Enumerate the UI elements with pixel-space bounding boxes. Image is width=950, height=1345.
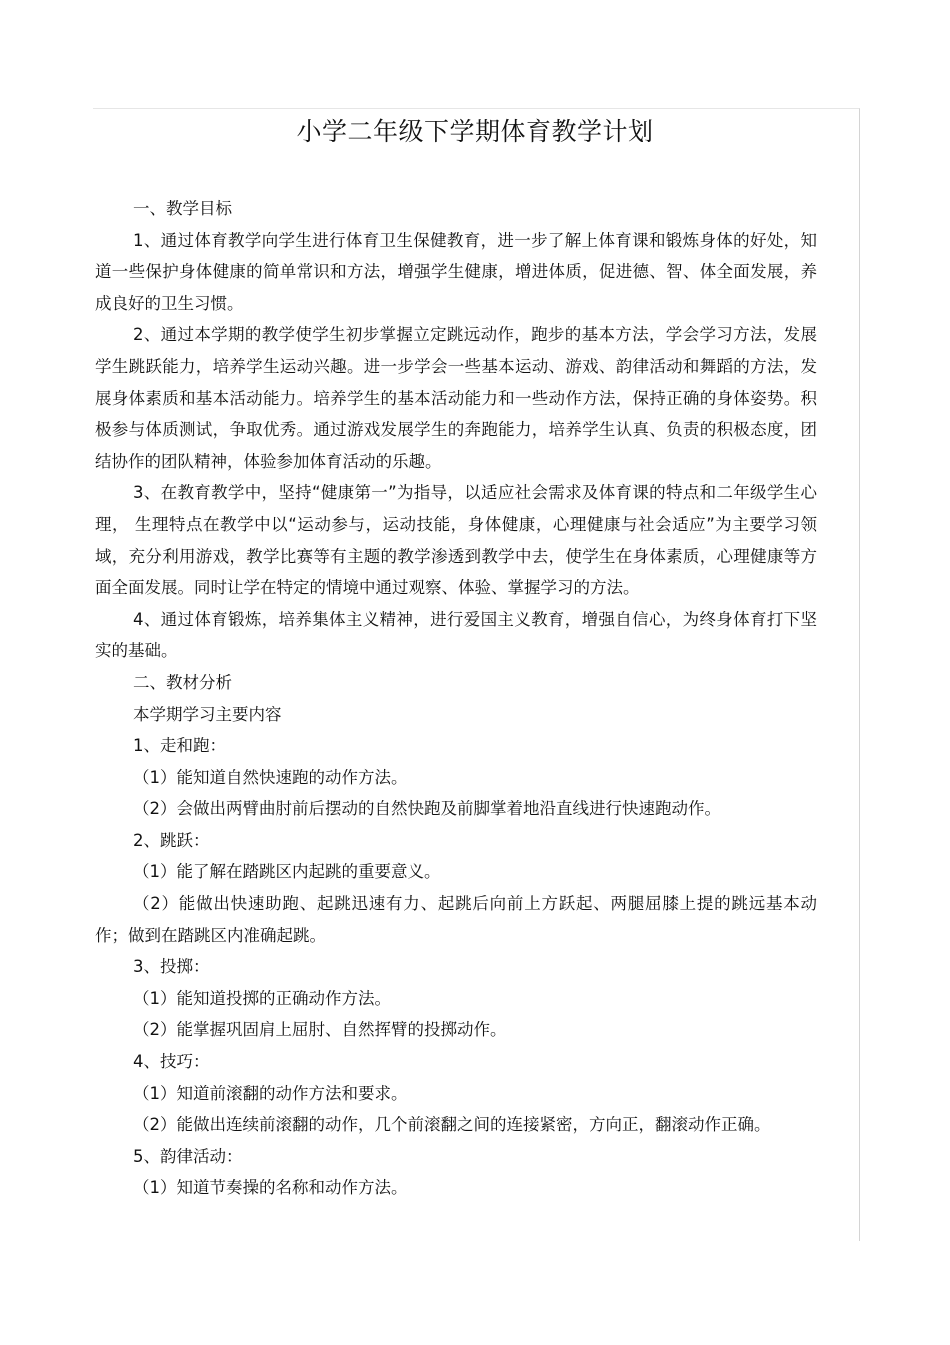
paragraph: 5、韵律活动： <box>133 1146 243 1166</box>
paragraph: 4、技巧： <box>133 1052 210 1072</box>
paragraph: （1）能了解在踏跳区内起跳的重要意义。 <box>133 862 441 882</box>
paragraph: 2、通过本学期的教学使学生初步掌握立定跳远动作，跑步的基本方法，学会学习方法，发展学生跳跃能力，培养学生运动兴趣。进一步学会一些基本运动、游戏、韵律活动和舞蹈的方法，发展身体素质和基本活动能力。培养学生的基本活动能力和一些动作方法，保持正确的身体姿势。积极参与体质测试，争取优秀。通过游戏发展学生的奔跑能力，培养学生认真、负责的积极态度，团结协作的团队精神，体验参加体育活动的乐趣。 <box>95 325 817 471</box>
paragraph: （2）能做出快速助跑、起跳迅速有力、起跳后向前上方跃起、两腿屈膝上提的跳远基本动作；做到在踏跳区内准确起跳。 <box>95 894 817 945</box>
paragraph: （1）知道节奏操的名称和动作方法。 <box>133 1178 408 1198</box>
paragraph: （1）能知道自然快速跑的动作方法。 <box>133 767 408 787</box>
paragraph: 二、教材分析 <box>133 672 232 692</box>
paragraph: 一、教学目标 <box>133 199 232 218</box>
paragraph: 1、通过体育教学向学生进行体育卫生保健教育，进一步了解上体育课和锻炼身体的好处，知道一些保护身体健康的简单常识和方法，增强学生健康，增进体质，促进德、智、体全面发展，养成良好的卫生习惯。 <box>95 230 817 313</box>
document-title: 小学二年级下学期体育教学计划 <box>296 117 654 146</box>
paragraph: （2）会做出两臂曲肘前后摆动的自然快跑及前脚掌着地沿直线进行快速跑动作。 <box>133 799 721 819</box>
paragraph: 本学期学习主要内容 <box>133 704 282 724</box>
paragraph: （2）能掌握巩固肩上屈肘、自然挥臂的投掷动作。 <box>133 1020 507 1040</box>
paragraph: 4、通过体育锻炼，培养集体主义精神，进行爱国主义教育，增强自信心，为终身体育打下坚实的基础。 <box>95 609 817 661</box>
paragraph: 2、跳跃： <box>133 830 210 850</box>
paragraph: （1）能知道投掷的正确动作方法。 <box>133 988 391 1008</box>
paragraph: （1）知道前滚翻的动作方法和要求。 <box>133 1083 408 1103</box>
document-body <box>95 193 817 1204</box>
paragraph: （2）能做出连续前滚翻的动作，几个前滚翻之间的连接紧密，方向正，翻滚动作正确。 <box>133 1115 771 1135</box>
paragraph: 3、在教育教学中，坚持“健康第一”为指导，以适应社会需求及体育课的特点和二年级学生心理， 生理特点在教学中以“运动参与，运动技能，身体健康，心理健康与社会适应”为主要学习领域，充分利用游戏，教学比赛等有主题的教学渗透到教学中去，使学生在身体素质，心理健康等方面全面发展。同时让学在特定的情境中通过观察、体验、掌握学习的方法。 <box>95 483 817 598</box>
paragraph: 3、投掷： <box>133 957 210 977</box>
paragraph: 1、走和跑： <box>133 736 226 756</box>
